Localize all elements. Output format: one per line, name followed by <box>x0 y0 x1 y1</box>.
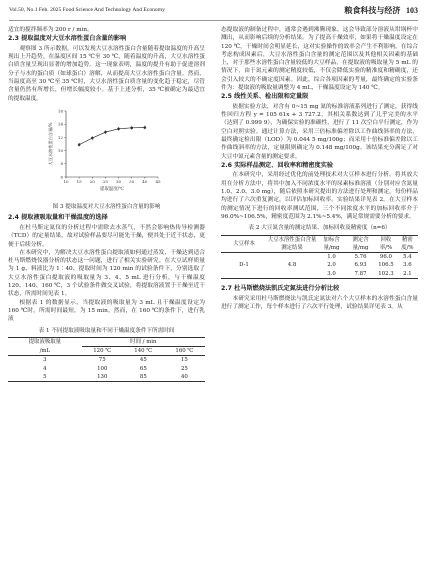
table-cell: 2.1 <box>403 270 412 277</box>
table-cell: 40 <box>164 373 205 382</box>
section-heading: 2.4 提取液吸取量和干燥温度的选择 <box>8 214 108 222</box>
table-header: 120 ℃ <box>82 347 123 356</box>
journal-info: Vol.50, No.1 Feb. 2025 Food Science And Technology And Economy <box>9 7 165 13</box>
right-column <box>221 26 418 311</box>
table-cell: 4 <box>43 365 47 372</box>
table-cell: 65 <box>139 365 147 372</box>
table-cell: 96.0 <box>379 254 392 261</box>
y-tick-label: 12 <box>57 134 63 140</box>
table-cell: 4.8 <box>267 253 317 279</box>
figure-caption: 图 3 提取温度对大豆水溶性蛋白含量的影响 <box>52 204 161 211</box>
table-cell: 7.87 <box>354 270 367 277</box>
section-heading: 2.5 线性关系、检出限和定量限 <box>221 93 309 101</box>
paragraph: 在本研究中，采用经过优化的前处理技术对大豆样本进行分析。将其放大用在分析方法中，将其中加入不同浓度水平的尿素标准溶液（分别对应含氮量 1.0、2.0、3.0 mg），随后依照本研究提出的方法进行处理和测定。每份样品均进行了六次重复测定，以评估加标回收率。实验结果详见表 2。在大豆样本的测定情况下进行的回收率测试范围，三个不同浓度水平的加标回收率介于 96.0%~106.5%，精密度范围为 2.1%~5.4%，满足常规需要分析的要求。 <box>221 172 418 220</box>
table-header: 160 ℃ <box>164 347 205 356</box>
table-cell: 85 <box>123 373 164 382</box>
x-tick-label: 10 <box>63 178 69 184</box>
x-tick-label: 15 <box>76 178 82 184</box>
section-heading: 2.3 提取温度对大豆水溶性蛋白含量的影响 <box>8 35 127 43</box>
paragraph: 态提取液的制备过程中，通常会遇到沸腾现象，这会导致部分溶液从坩埚杯中溅出，从而影响后续的分析结果。为了提高干燥效率，如果将干燥温度设定在 120 ℃，干燥时间会明显延长，这对实验操作的效率会产生不利影响。在综合考虑构成因素后，大豆水溶性蛋白含量的测定范围以及其他相关因素的基础上，对于那些水溶性蛋白含量较低的大豆样品，在提取液的吸取量为 5 mL 的情况下，由于氮元素的测定精度较低，不仅会降低实验的精准度和精确度，还会引入较大的不确定度因素。因此，综合各项因素的考量，最终确定的实验条件为：提取液的吸取量调整为 4 mL，干燥温度设定为 140 ℃。 <box>221 27 418 92</box>
paragraph: 根据表 1 的数据显示，当提取液的吸取量为 3 mL 且干燥温度设定为 160 ℃时，所需时间最短，为 15 min。然而，在 160 ℃的条件下，进行乳液 <box>8 299 205 323</box>
section-heading: 2.6 实际样品测定、回收率和精密度实验 <box>221 161 334 169</box>
paragraph: 适宜的搅拌频率为 200 r / min。 <box>8 27 93 33</box>
table-cell: 106.5 <box>378 262 394 269</box>
table-header: 大豆样本 <box>233 240 255 247</box>
x-tick-label: 25 <box>102 178 108 184</box>
data-point <box>78 143 81 146</box>
table-cell: 100 <box>97 365 108 372</box>
table-header: 精密度/% <box>401 236 414 251</box>
table-row <box>8 365 205 373</box>
table-cell: 2.0 <box>327 262 336 269</box>
table-cell: 45 <box>139 357 147 364</box>
x-tick-label: 40 <box>142 178 148 184</box>
table-cell: D-1 <box>221 253 267 279</box>
table-row <box>221 253 418 262</box>
table-cell: 130 <box>82 373 123 382</box>
table-header: 提取液吸取量 <box>8 337 82 346</box>
table-header: 时间 / min <box>82 337 205 346</box>
data-point <box>144 126 147 129</box>
paragraph: 依据实验方法，对含有 0~15 mg 氮的标准溶液系列进行了测定，获得线性回归方程 y = 105 61x + 3 727.2，其相关系数达到了几乎完美的水平（达到了 0.999 9），为确保实验的准确性，进行了 11 次空白平行测定，作为空白对照实验。通过计算方法，采用三倍标准偏差除以工作曲线斜率的方法，最终确定检出限（LOD）为 0.044 5 mg/100g；而采用十倍标准偏差除以工作曲线斜率的方法，定量限则确定为 0.148 mg/100g。该结果充分满足了对大豆中氮元素含量的测定要求。 <box>221 103 418 160</box>
x-tick-label: 35 <box>129 178 135 184</box>
table-row <box>8 373 205 382</box>
data-point <box>91 137 94 140</box>
table-cell: 1.0 <box>327 254 336 261</box>
y-axis-label: 大豆水溶性蛋白含量/% <box>48 122 53 166</box>
journal-name: 粮食科技与经济 <box>344 5 401 15</box>
table-2 <box>221 235 418 279</box>
data-point <box>130 126 133 129</box>
y-tick-label: 10 <box>57 147 63 153</box>
table-cell: 5.76 <box>354 254 367 261</box>
table-row <box>8 356 205 365</box>
y-tick-label: 14 <box>57 121 63 127</box>
x-axis-label: 提取温度/℃ <box>100 186 124 192</box>
y-tick-label: 16 <box>57 108 63 114</box>
y-tick-label: 6 <box>60 174 63 180</box>
table-1 <box>8 337 205 382</box>
data-point <box>104 131 107 134</box>
x-tick-label: 45 <box>155 178 161 184</box>
table-cell: 75 <box>98 357 106 364</box>
table-cell: 102.3 <box>378 270 394 277</box>
paragraph: 在杜马斯定氮仪的分析过程中需除去水蒸气，不然会影响热传导检测器（TCD）的定量结果，故对试验样品要尽可能先干燥，便其处于近干状态，更便于后续分析。 <box>8 224 205 248</box>
table-cell: 3.6 <box>403 262 412 269</box>
table-header: 140 ℃ <box>123 347 164 356</box>
series-line <box>79 127 145 144</box>
data-point <box>117 127 120 130</box>
table-header: 测定含量/mg <box>352 236 369 251</box>
running-header <box>9 4 418 21</box>
journal-title-page <box>344 5 418 16</box>
table-header: 大豆水溶性蛋白含量测定结果 <box>267 236 317 251</box>
x-tick-label: 30 <box>116 178 122 184</box>
table-cell: 5 <box>8 373 82 382</box>
x-tick-label: 20 <box>89 178 95 184</box>
paragraph: 观察图 3 所示数据，可以发现大豆水溶性蛋白含量随着提取温度的升高呈现出上升趋势。在温度区间 15 ℃至 30 ℃，随着温度的升高，大豆水溶性蛋白质含量呈现出显著的增加趋势。这一现象表明，温度的提升有助于促进溶剂分子与水的蛋白质（如球蛋白）溶解，从而提高大豆水溶性蛋白含量。然而，当温度高至 30 ℃至 35 ℃时，大豆水溶性蛋白质含量的变化趋于稳定，尽管含量仍然有所增长，但增长幅度较小。基于上述分析，35 ℃被确定为最适宜的提取温度。 <box>8 45 205 102</box>
table-cell: 25 <box>181 365 188 372</box>
section-heading: 2.7 杜马斯燃烧法凯氏定氮法进行分析比较 <box>221 285 340 293</box>
paragraph: 在本研究中，为解决大豆水溶性蛋白提取液如何通过蒸发、干燥达到适合杜马斯燃烧仪器分析的状态这一问题，进行了相关实验研究。在大豆试样质量为 1 g、料液比为 1∶40、提取时间为 120 min 的试验条件下，分别选取了大豆水溶性蛋白提取液的吸取量为 3、4、5 mL 进行分析，与干燥温度 120、140、160 ℃，3 个试验条件做交叉试验，将提取溶液置于干燥至近干状态，所需时间见表 1。 <box>8 249 205 298</box>
table-caption: 表 1 不同提取液吸取量和不同干燥温度条件下所需时间 <box>38 327 175 334</box>
table-cell: 3 <box>43 357 47 364</box>
table-header: 回收率/% <box>379 236 393 251</box>
y-tick-label: 8 <box>60 161 63 167</box>
table-caption: 表 2 大豆氮含量的测定结果、加标回收及精密度（n=6） <box>248 225 391 232</box>
table-cell: 3.0 <box>327 270 336 277</box>
temperature-chart <box>8 105 205 198</box>
paragraph: 本研究采用杜马斯燃烧法与凯氏定氮法对六个大豆样本的水溶性蛋白含量进行了测定工作，每个样本进行了六次平行处理，试验结果详见表 3。从 <box>221 295 418 310</box>
table-header: /mL <box>8 347 82 356</box>
table-cell: 6.93 <box>354 262 367 269</box>
table-cell: 5.4 <box>403 254 412 261</box>
table-header: 加标含量/mg <box>323 236 340 251</box>
page-number: 103 <box>406 6 418 15</box>
left-column <box>8 26 205 382</box>
table-cell: 15 <box>181 357 188 364</box>
